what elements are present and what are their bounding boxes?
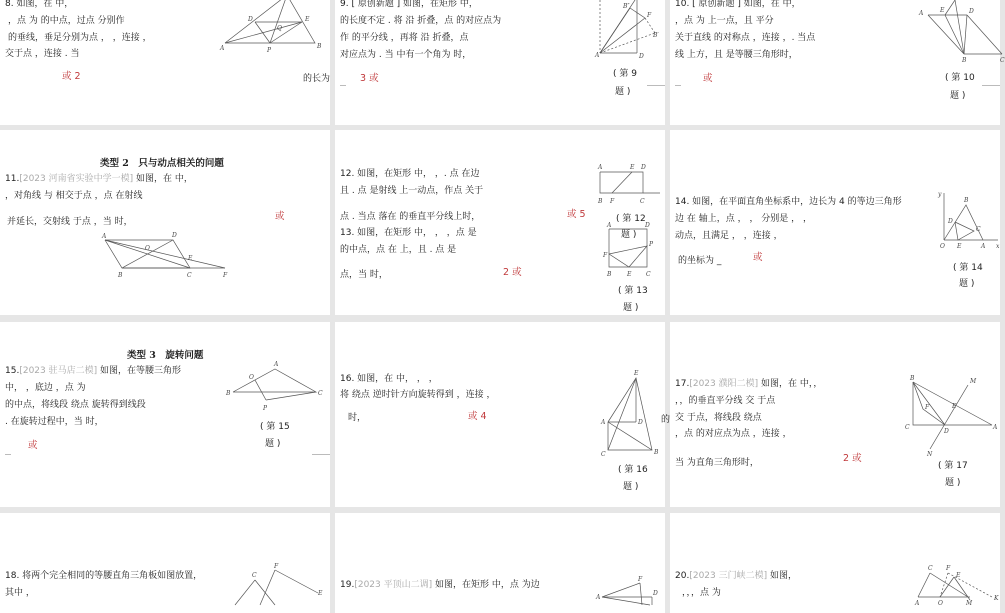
problem-text: 的长度不定 . 将 沿 折叠，点 的对应点为	[340, 16, 502, 26]
problem-text: 18. 将两个完全相同的等腰直角三角板如图放置，	[5, 571, 203, 581]
svg-text:B: B	[598, 198, 603, 205]
svg-text:x: x	[996, 243, 1000, 250]
svg-text:C: C	[640, 198, 645, 205]
svg-text:A: A	[919, 10, 924, 17]
geometry-figure	[905, 375, 1002, 458]
figure-caption: ( 第 17	[938, 461, 968, 471]
svg-text:D: D	[944, 428, 949, 435]
svg-text:E: E	[630, 164, 635, 171]
svg-text:E: E	[634, 370, 639, 377]
slide-problem-16[interactable]	[335, 322, 671, 507]
figure-caption: ( 第 10	[945, 73, 975, 83]
problem-text: ，，的垂直平分线 交 于点	[675, 396, 776, 406]
problem-text: 关于直线 的对称点 ，连接 ，. 当点	[675, 33, 816, 43]
divider	[5, 454, 11, 455]
problem-source: [2023 三门峡二模]	[689, 571, 768, 581]
svg-text:E: E	[305, 16, 310, 23]
problem-text: ，，，点 为	[682, 588, 721, 598]
problem-text: 的坐标为 _	[678, 256, 722, 266]
svg-text:O: O	[940, 243, 945, 250]
problem-text: 点，当 时，	[340, 270, 388, 280]
svg-text:B: B	[317, 43, 322, 50]
problem-text: 的	[661, 415, 671, 425]
figure-caption: ( 第 9	[613, 69, 637, 79]
figure-caption: ( 第 16	[618, 465, 648, 475]
section-heading: 类型 3 旋转问题	[127, 350, 204, 361]
svg-text:B: B	[962, 57, 967, 64]
problem-text: ，对角线 与 相交于点 ，点 在射线	[5, 191, 143, 201]
problem-text	[340, 579, 540, 591]
svg-text:A: A	[595, 52, 600, 59]
figure-caption: 题 )	[623, 303, 639, 313]
problem-text: 交于点 ，连接 . 当	[5, 49, 80, 59]
problem-text: 并延长，交射线 于点 ，当 时，	[7, 217, 133, 227]
problem-text: 14. 如图，在平面直角坐标系中，边长为 4 的等边三角形	[675, 197, 902, 207]
answer-text: 2 或	[503, 267, 522, 278]
svg-text:A: A	[102, 233, 107, 240]
problem-text: 12. 如图，在矩形 中， ，. 点 在边	[340, 169, 480, 179]
coordinate-figure	[938, 190, 998, 250]
problem-number: 17.	[675, 379, 690, 389]
answer-text: 或	[275, 211, 285, 222]
svg-text:B″: B″	[623, 3, 630, 10]
slide-problem-14[interactable]	[670, 130, 1000, 315]
slide-problem-17[interactable]	[670, 322, 1000, 507]
svg-text:E: E	[188, 255, 193, 262]
svg-text:P: P	[267, 47, 272, 54]
problem-text: 当 为直角三角形时，	[675, 458, 759, 468]
figure-caption: 题 )	[945, 478, 961, 488]
section-heading: 类型 2 只与动点相关的问题	[100, 158, 224, 169]
problem-text-first-line: 如图，在 中，，	[758, 379, 823, 389]
geometry-figure	[230, 565, 330, 605]
problem-text: 将 绕点 逆时针方向旋转得到 ，连接 ，	[340, 390, 496, 400]
divider	[982, 85, 1000, 86]
svg-text:E: E	[957, 243, 962, 250]
divider	[340, 85, 346, 86]
slide-problem-20[interactable]	[670, 513, 1000, 613]
svg-text:A: A	[915, 600, 920, 607]
svg-text:E: E	[952, 403, 957, 410]
svg-text:D: D	[638, 419, 643, 426]
geometry-figure-13	[603, 222, 663, 277]
svg-text:A: A	[598, 164, 603, 171]
problem-text: 对应点为 . 当 中有一个角为 时，	[340, 50, 472, 60]
geometry-figure	[100, 230, 230, 280]
problem-text: 的垂线，垂足分别为点 ， ，连接 ，	[8, 33, 152, 43]
problem-text: 的长为	[303, 74, 331, 84]
geometry-figure-12	[598, 163, 668, 203]
problem-text-first-line: 如图，在 中，	[133, 174, 193, 184]
svg-text:O: O	[145, 245, 150, 252]
answer-text: 或 4	[468, 411, 487, 422]
problem-text	[5, 173, 193, 185]
svg-text:M: M	[970, 378, 977, 385]
svg-text:P: P	[263, 405, 268, 412]
problem-source: [2023 河南省实验中学一模]	[19, 174, 134, 184]
problem-text-first-line: 如图，在矩形 中，点 为边	[432, 580, 540, 590]
figure-caption: ( 第 13	[618, 286, 648, 296]
answer-text: 2 或	[843, 453, 862, 464]
figure-caption: 题 )	[621, 230, 637, 240]
problem-text: 交 于点，将线段 绕点	[675, 413, 762, 423]
slide-problem-12-13[interactable]	[335, 130, 665, 315]
problem-text	[675, 378, 822, 390]
problem-text: 点 . 当点 落在 的垂直平分线上时，	[340, 212, 481, 222]
geometry-figure	[600, 370, 660, 458]
divider	[647, 85, 665, 86]
figure-caption: ( 第 14	[953, 263, 983, 273]
slide-problem-18[interactable]	[0, 513, 330, 613]
svg-text:F: F	[603, 252, 608, 259]
problem-text: 10. [ 原创新题 ] 如图，在 中，	[675, 0, 801, 9]
figure-caption: 题 )	[950, 91, 966, 101]
svg-text:F: F	[638, 576, 643, 583]
problem-text: ，点 的对应点为点 ，连接 ，	[675, 429, 792, 439]
problem-text: 9. [ 原创新题 ] 如图，在矩形 中，	[340, 0, 478, 9]
slide-problem-10[interactable]	[670, 0, 1005, 125]
problem-source: [2023 濮阳二模]	[689, 379, 759, 389]
svg-text:C: C	[646, 271, 651, 278]
svg-text:D: D	[639, 53, 644, 60]
svg-text:A: A	[607, 222, 612, 229]
svg-text:y: y	[938, 191, 942, 198]
geometry-figure	[910, 565, 1005, 605]
svg-text:D: D	[248, 16, 253, 23]
svg-text:E: E	[318, 590, 323, 597]
svg-text:D: D	[653, 590, 658, 597]
slide-problem-8[interactable]	[0, 0, 330, 125]
svg-text:F: F	[274, 563, 279, 570]
problem-text: 的中点，点 在 上，且 . 点 是	[340, 245, 457, 255]
problem-text: 且 . 点 是射线 上一动点，作点 关于	[340, 186, 484, 196]
figure-caption: 题 )	[265, 439, 281, 449]
figure-caption: ( 第 12	[616, 214, 646, 224]
answer-text: 或 2	[62, 71, 81, 82]
slide-problem-15[interactable]	[0, 322, 330, 507]
svg-text:B: B	[910, 375, 915, 382]
svg-text:D: D	[645, 222, 650, 229]
svg-text:A: A	[220, 45, 225, 52]
svg-text:A: A	[274, 361, 279, 368]
problem-number: 20.	[675, 571, 690, 581]
divider	[312, 454, 330, 455]
problem-text: 作 的平分线 ，再将 沿 折叠，点	[340, 33, 469, 43]
svg-text:M: M	[966, 600, 973, 607]
svg-text:E: E	[940, 7, 945, 14]
svg-text:O: O	[938, 600, 943, 607]
geometry-figure	[595, 0, 659, 60]
svg-text:C: C	[318, 390, 323, 397]
svg-text:A: A	[596, 594, 601, 601]
problem-text: 线 上方，且 是等腰三角形时，	[675, 50, 798, 60]
svg-text:E: E	[956, 572, 961, 579]
divider	[675, 85, 681, 86]
geometry-figure	[919, 0, 1005, 64]
svg-text:C: C	[1000, 57, 1005, 64]
problem-number: 11.	[5, 174, 20, 184]
problem-text: 16. 如图，在 中， ， ，	[340, 374, 438, 384]
svg-text:C: C	[601, 451, 606, 458]
problem-source: [2023 驻马店二模]	[19, 366, 98, 376]
svg-text:K: K	[994, 595, 999, 602]
problem-text: 其中 ，	[5, 588, 35, 598]
svg-text:D: D	[969, 8, 974, 15]
slide-problem-11[interactable]	[0, 130, 330, 315]
problem-text: 中， ，底边 ，点 为	[5, 383, 86, 393]
svg-text:F: F	[610, 198, 615, 205]
svg-text:B: B	[226, 390, 231, 397]
slide-problem-19[interactable]	[335, 513, 665, 613]
problem-text: ，点 为 的中点，过点 分别作	[8, 16, 125, 26]
answer-text: 或	[703, 73, 713, 84]
figure-caption: 题 )	[623, 482, 639, 492]
svg-text:F: F	[647, 12, 652, 19]
problem-text: 的中点，将线段 绕点 旋转得到线段	[5, 400, 146, 410]
problem-text: ，点 为 上一点，且 平分	[675, 16, 774, 26]
svg-text:A: A	[981, 243, 986, 250]
svg-text:N: N	[927, 451, 933, 458]
problem-text: . 在旋转过程中，当 时，	[5, 417, 104, 427]
problem-text-first-line: 如图，	[767, 571, 797, 581]
svg-text:C: C	[976, 226, 981, 233]
geometry-figure	[596, 575, 660, 605]
problem-text: 时，	[348, 413, 367, 423]
svg-text:C: C	[187, 272, 192, 279]
slide-problem-9[interactable]	[335, 0, 665, 125]
answer-text: 或 5	[567, 209, 586, 220]
svg-text:B: B	[607, 271, 612, 278]
figure-caption: ( 第 15	[260, 422, 290, 432]
svg-text:F: F	[946, 565, 951, 572]
svg-text:A: A	[601, 419, 606, 426]
figure-caption: 题 )	[959, 279, 975, 289]
svg-text:Q: Q	[277, 25, 282, 32]
svg-text:D: D	[172, 232, 177, 239]
problem-text: 边 在 轴上，点 ， ， 分别是 ， ，	[675, 214, 813, 224]
svg-text:F: F	[223, 272, 228, 279]
answer-text: 或	[753, 252, 763, 263]
problem-number: 19.	[340, 580, 355, 590]
svg-text:F: F	[925, 404, 930, 411]
geometry-figure	[220, 0, 330, 55]
svg-text:C: C	[905, 424, 910, 431]
svg-text:B′: B′	[653, 32, 659, 39]
svg-text:C: C	[928, 565, 933, 572]
svg-text:A: A	[993, 424, 998, 431]
problem-text	[675, 570, 797, 582]
svg-text:D: D	[641, 164, 646, 171]
problem-text: 13. 如图，在矩形 中， ， ，点 是	[340, 228, 477, 238]
svg-text:B: B	[964, 197, 969, 204]
problem-text-first-line: 如图，在等腰三角形	[97, 366, 181, 376]
answer-text: 或	[28, 440, 38, 451]
problem-text: 动点，且满足 ， ，连接 ，	[675, 231, 783, 241]
problem-text	[5, 365, 181, 377]
geometry-figure	[228, 362, 328, 412]
svg-text:E: E	[627, 271, 632, 278]
svg-text:C: C	[252, 572, 257, 579]
svg-text:D: D	[948, 218, 953, 225]
svg-text:P: P	[649, 241, 654, 248]
problem-source: [2023 平顶山二调]	[354, 580, 433, 590]
problem-text: 8. 如图，在 中，	[5, 0, 74, 9]
svg-text:B: B	[118, 272, 123, 279]
figure-caption: 题 )	[615, 87, 631, 97]
answer-text: 3 或	[360, 73, 379, 84]
svg-text:B: B	[654, 449, 659, 456]
svg-text:O: O	[249, 374, 254, 381]
problem-number: 15.	[5, 366, 20, 376]
